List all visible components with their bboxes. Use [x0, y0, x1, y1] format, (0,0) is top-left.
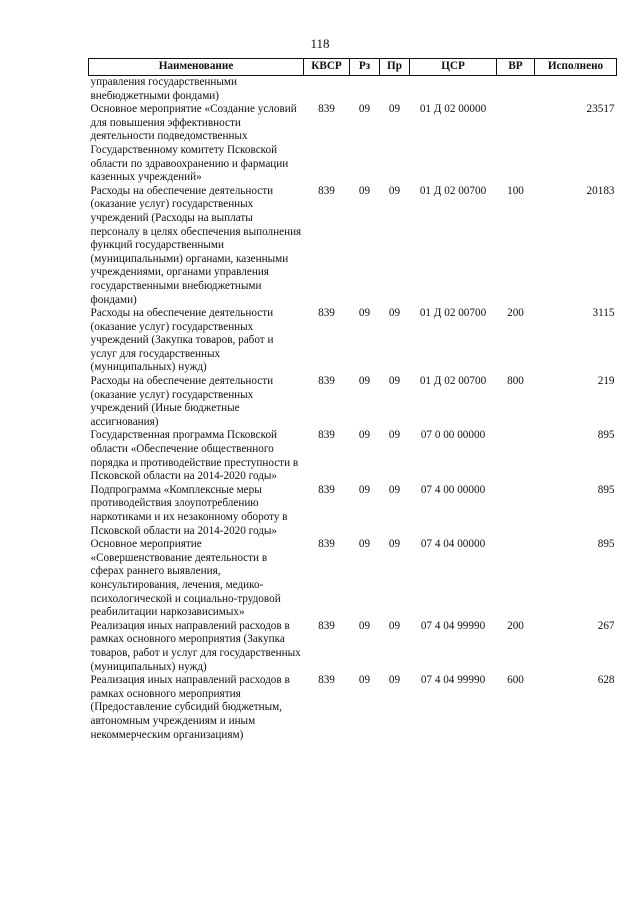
cell-kvsr: 839: [318, 184, 335, 197]
cell-kvsr: 839: [318, 307, 335, 320]
cell-done: [535, 76, 617, 104]
table-row: [89, 103, 617, 185]
cell-done: 267: [597, 619, 615, 632]
cell-vr: 200: [507, 307, 524, 320]
cell-done: 895: [597, 483, 615, 496]
cell-rz: 09: [358, 674, 371, 687]
table-row: [89, 307, 617, 375]
cell-done: 23517: [586, 103, 615, 116]
cell-rz: [350, 76, 380, 104]
cell-csr: 01 Д 02 00700: [419, 375, 487, 388]
cell-vr: [497, 484, 535, 538]
cell-pr: [380, 76, 410, 104]
table-row: [89, 76, 617, 104]
header-csr: ЦСР: [410, 59, 497, 76]
cell-kvsr: 839: [318, 483, 335, 496]
cell-csr: [410, 76, 497, 104]
table-row: [89, 484, 617, 538]
cell-vr: 200: [507, 619, 524, 632]
cell-csr: 07 4 04 99990: [420, 674, 486, 687]
cell-rz: 09: [358, 483, 371, 496]
cell-vr: [497, 538, 535, 620]
cell-done: 895: [597, 538, 615, 551]
cell-kvsr: 839: [318, 103, 335, 116]
cell-name: Реализация иных направлений расходов в рамках основного мероприятия (Закупка товаров, работ и услуг для государственных (муниципальных) нужд): [90, 619, 301, 673]
cell-vr: [497, 103, 535, 185]
cell-name: Расходы на обеспечение деятельности (оказание услуг) государственных учреждений (Иные бюджетные ассигнования): [90, 375, 274, 428]
cell-vr: 800: [507, 375, 524, 388]
cell-pr: 09: [388, 538, 401, 551]
cell-name: Расходы на обеспечение деятельности (оказание услуг) государственных учреждений (Расходы на выплаты персоналу в целях обеспечения выполнения функций государственными (муниципальными) органами, казенными учреждениями, органами управления государственными внебюджетными фондами): [90, 184, 302, 306]
header-kvsr: КВСР: [304, 59, 350, 76]
cell-csr: 01 Д 02 00700: [419, 184, 487, 197]
table-header-row: [89, 59, 617, 76]
cell-pr: 09: [388, 184, 401, 197]
cell-name: Государственная программа Псковской области «Обеспечение общественного порядка и противодействие преступности в Псковской области на 2014-2020 годы»: [90, 429, 299, 483]
cell-done: 628: [597, 674, 615, 687]
cell-rz: 09: [358, 375, 371, 388]
cell-pr: 09: [388, 674, 401, 687]
cell-vr: [497, 429, 535, 483]
table-row: [89, 375, 617, 429]
header-name: Наименование: [89, 59, 304, 76]
cell-rz: 09: [358, 184, 371, 197]
cell-name: Подпрограмма «Комплексные меры противодействия злоупотреблению наркотиками и их незаконному обороту в Псковской области на 2014-2020 годы»: [90, 483, 288, 537]
table-row: [89, 429, 617, 483]
cell-csr: 07 4 04 99990: [420, 619, 486, 632]
cell-rz: 09: [358, 307, 371, 320]
cell-name: Основное мероприятие «Совершенствование деятельности в сферах раннего выявления, консультирования, лечения, медико-психологической и социально-трудовой реабилитации наркозависимых»: [90, 538, 281, 619]
cell-csr: 07 0 00 00000: [420, 429, 486, 442]
budget-execution-table: [88, 58, 617, 742]
cell-rz: 09: [358, 619, 371, 632]
cell-pr: 09: [388, 483, 401, 496]
cell-done: 219: [597, 375, 615, 388]
cell-csr: 01 Д 02 00000: [419, 103, 487, 116]
cell-vr: [497, 76, 535, 104]
cell-done: 895: [597, 429, 615, 442]
page-number: 118: [310, 36, 330, 51]
header-pr: Пр: [380, 59, 410, 76]
cell-done: 3115: [592, 307, 615, 320]
header-rz: Рз: [350, 59, 380, 76]
cell-pr: 09: [388, 375, 401, 388]
cell-name: Основное мероприятие «Создание условий для повышения эффективности деятельности подведомственных Государственному комитету Псковской области по здравоохранению и фармации казенных учреждений»: [90, 103, 297, 184]
cell-kvsr: [304, 76, 350, 104]
cell-vr: 600: [507, 674, 524, 687]
header-done: Исполнено: [535, 59, 617, 76]
cell-done: 20183: [586, 184, 615, 197]
cell-kvsr: 839: [318, 619, 335, 632]
cell-csr: 01 Д 02 00700: [419, 307, 487, 320]
table-row: [89, 674, 617, 742]
cell-kvsr: 839: [318, 674, 335, 687]
cell-rz: 09: [358, 429, 371, 442]
cell-csr: 07 4 00 00000: [420, 483, 486, 496]
table-row: [89, 538, 617, 620]
header-vr: ВР: [497, 59, 535, 76]
cell-kvsr: 839: [318, 538, 335, 551]
cell-vr: 100: [507, 184, 524, 197]
cell-kvsr: 839: [318, 429, 335, 442]
cell-rz: 09: [358, 103, 371, 116]
cell-pr: 09: [388, 619, 401, 632]
table-row: [89, 620, 617, 674]
cell-csr: 07 4 04 00000: [420, 538, 486, 551]
cell-name: Реализация иных направлений расходов в рамках основного мероприятия (Предоставление субсидий бюджетным, автономным учреждениям и иным некоммерческим организациям): [90, 674, 290, 741]
cell-pr: 09: [388, 307, 401, 320]
cell-rz: 09: [358, 538, 371, 551]
cell-pr: 09: [388, 429, 401, 442]
cell-name: управления государственными внебюджетными фондами): [90, 76, 237, 102]
cell-name: Расходы на обеспечение деятельности (оказание услуг) государственных учреждений (Закупка товаров, работ и услуг для государственных (муниципальных) нужд): [90, 307, 274, 374]
cell-kvsr: 839: [318, 375, 335, 388]
cell-pr: 09: [388, 103, 401, 116]
table-row: [89, 185, 617, 307]
